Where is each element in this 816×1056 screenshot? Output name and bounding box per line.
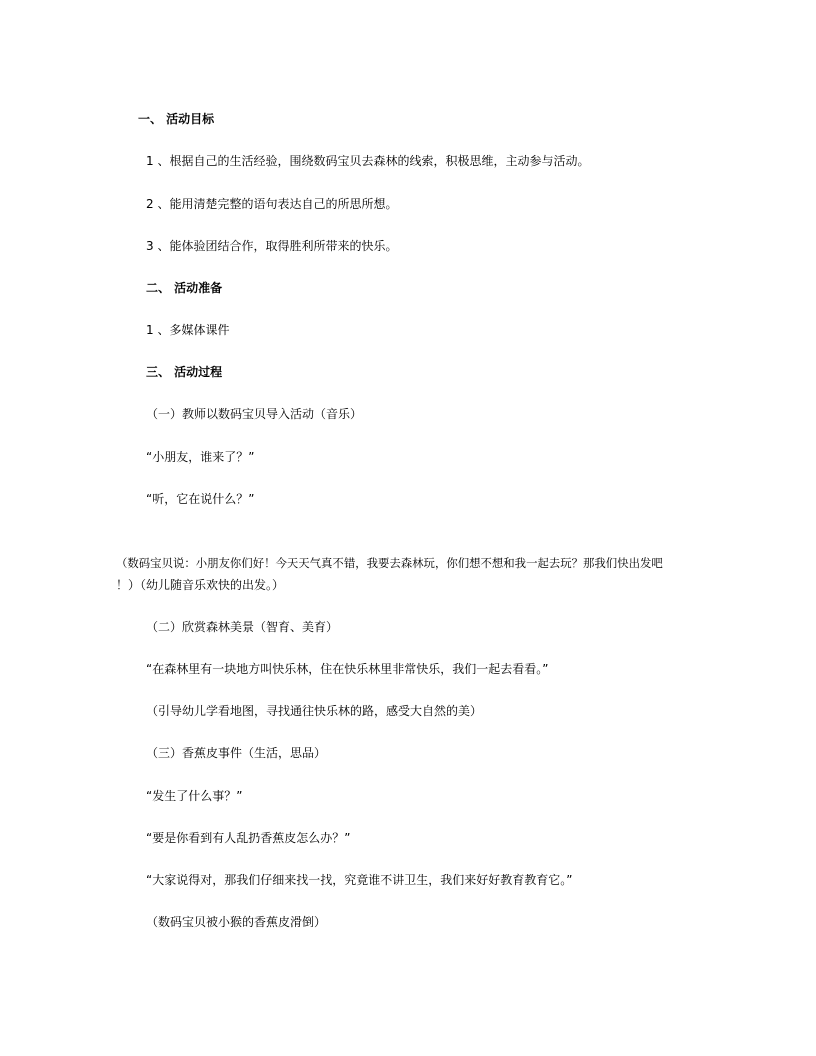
process-line: “在森林里有一块地方叫快乐林，住在快乐林里非常快乐，我们一起去看看。” xyxy=(146,662,549,676)
process-line: （一）教师以数码宝贝导入活动（音乐） xyxy=(146,407,363,421)
process-line: “听，它在说什么？” xyxy=(146,492,255,506)
preparation-item-1: 1 、多媒体课件 xyxy=(146,323,230,337)
section-heading-process: 三、 活动过程 xyxy=(146,365,223,379)
process-line: （二）欣赏森林美景（智育、美育） xyxy=(146,620,339,634)
process-line: （数码宝贝被小猴的香蕉皮滑倒） xyxy=(146,915,327,929)
process-line: “大家说得对，那我们仔细来找一找，究竟谁不讲卫生，我们来好好教育教育它。” xyxy=(146,873,573,887)
section-heading-goals: 一、 活动目标 xyxy=(138,112,215,126)
section-heading-preparation: 二、 活动准备 xyxy=(146,281,223,295)
process-line: “要是你看到有人乱扔香蕉皮怎么办？” xyxy=(146,831,351,845)
goal-item-2: 2 、能用清楚完整的语句表达自己的所思所想。 xyxy=(146,197,398,211)
process-line: （数码宝贝说：小朋友你们好！今天天气真不错，我要去森林玩，你们想不想和我一起去玩？那我们快出发吧 xyxy=(116,556,663,570)
process-line: “小朋友，谁来了？” xyxy=(146,450,255,464)
process-line: （三）香蕉皮事件（生活，思品） xyxy=(146,746,327,760)
process-line: “发生了什么事？” xyxy=(146,789,243,803)
process-line: （引导幼儿学看地图，寻找通往快乐林的路，感受大自然的美） xyxy=(146,704,483,718)
goal-item-3: 3 、能体验团结合作，取得胜利所带来的快乐。 xyxy=(146,239,398,253)
process-line: ！）（幼儿随音乐欢快的出发。） xyxy=(116,578,285,592)
goal-item-1: 1 、根据自己的生活经验，围绕数码宝贝去森林的线索，积极思维，主动参与活动。 xyxy=(146,154,590,168)
